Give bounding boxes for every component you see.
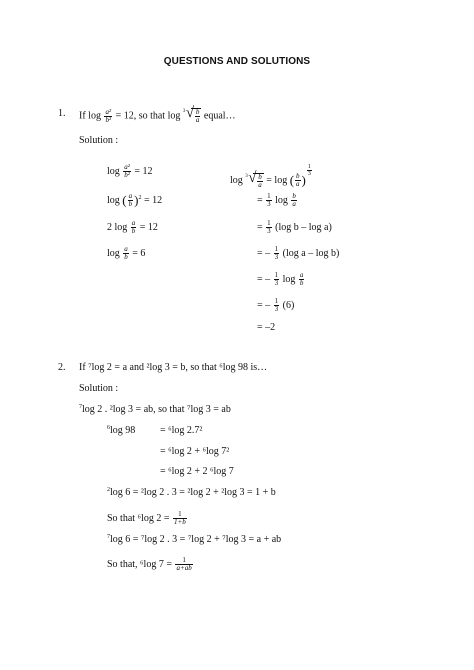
q2-prompt: If ⁷log 2 = a and ²log 3 = b, so that ⁶log 98 is… — [79, 362, 268, 373]
q1-left-step-2: log ( $\frac{a}{b}$ )$^2$ = 12 — [107, 192, 163, 208]
q1-right-step-3: = $\frac{1}{3}$ (log b – log a) — [257, 219, 332, 235]
page-title: QUESTIONS AND SOLUTIONS — [163, 56, 311, 67]
q2-step-label: $^6$log 98 — [107, 425, 136, 436]
q1-right-step-2: = $\frac{1}{3}$ log $\frac{b}{a}$ — [257, 192, 296, 208]
q2-step-1: = ⁶log 2.7² — [160, 425, 203, 436]
q2-line-b: So that ⁶log 2 = $\frac{1}{1+b}$ — [107, 510, 186, 526]
q2-line-1: $^7$log 2 . ²log 3 = ab, so that ⁷log 3 = ab — [79, 404, 231, 415]
q1-right-step-5: = – $\frac{1}{3}$ log $\frac{a}{b}$ — [257, 271, 304, 287]
q2-line-a: $^2$log 6 = ²log 2 . 3 = ²log 2 + ²log 3 = 1 + b — [107, 487, 276, 498]
q1-left-step-3: 2 log $\frac{a}{b}$ = 12 — [107, 219, 158, 235]
q1-right-step-4: = – $\frac{1}{3}$ (log a – log b) — [257, 245, 340, 261]
q1-right-step-6: = – $\frac{1}{3}$ (6) — [257, 297, 295, 313]
q2-number: 2. — [58, 362, 66, 373]
q2-line-c: $^7$log 6 = ⁷log 2 . 3 = ⁷log 2 + ⁷log 3 = a + ab — [107, 534, 282, 545]
q1-solution-label: Solution : — [79, 135, 119, 146]
q1-number: 1. — [58, 108, 66, 119]
q1-right-step-1: log 3 √ $\frac{b}{a}$ = log ( $\frac{b}{a}$ ) $\frac{1}{3}$ — [230, 164, 311, 189]
q2-solution-label: Solution : — [79, 383, 119, 394]
q1-left-step-1: log $\frac{\text{a²}}{\text{b²}}$ = 12 — [107, 163, 153, 179]
q2-step-2: = ⁶log 2 + ⁶log 7² — [160, 446, 230, 457]
q2-step-3: = ⁶log 2 + 2 ⁶log 7 — [160, 466, 234, 477]
q2-line-d: So that, ⁶log 7 = $\frac{1}{a+ab}$ — [107, 556, 192, 572]
q1-right-step-7: = –2 — [257, 322, 276, 333]
q1-left-step-4: log $\frac{a}{b}$ = 6 — [107, 245, 146, 261]
q1-prompt: If log $\frac{\text{a²}}{\text{b²}}$ = 12, so that log 3 √ $\frac{b}{a}$ equal… — [79, 105, 236, 124]
